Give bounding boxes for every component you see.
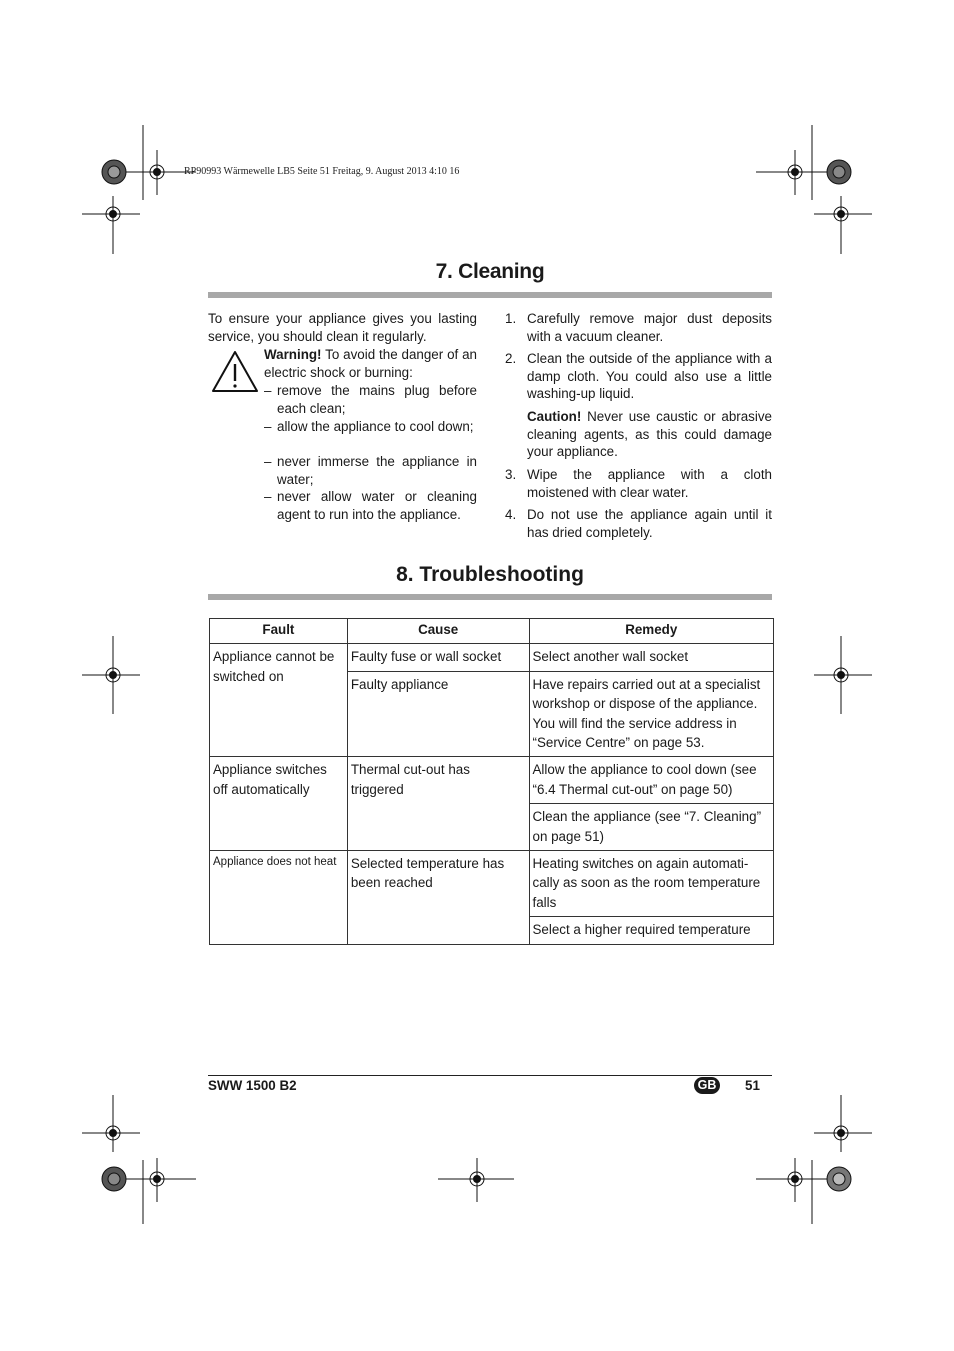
cause-cell: Faulty appliance <box>347 671 529 757</box>
warning-item: – remove the mains plug before each clean; <box>264 383 477 416</box>
footer-model: SWW 1500 B2 <box>208 1078 297 1093</box>
fault-cell: Appliance switches off automatically <box>210 757 348 851</box>
remedy-cell: Clean the appliance (see “7. Cleaning” on page 51) <box>529 804 774 851</box>
table-header-row <box>210 619 774 644</box>
language-badge: GB <box>694 1077 720 1094</box>
table-row <box>210 757 774 804</box>
remedy-cell: Heating switches on again automati-cally as soon as the room temperature falls <box>529 851 774 917</box>
caution-label: Caution! <box>527 409 582 424</box>
fault-cell: Appliance cannot be switched on <box>210 644 348 757</box>
warning-item: – never immerse the appliance in water; <box>264 454 477 487</box>
troubleshooting-table <box>209 618 774 945</box>
remedy-cell: Have repairs carried out at a specialist workshop or dispose of the appliance. You will find the service address in “Service Centre” on page 53. <box>529 671 774 757</box>
remedy-cell: Select a higher required temperature <box>529 917 774 944</box>
cleaning-step: 4. Do not use the appliance again until it has dried completely. <box>505 507 772 540</box>
cleaning-step: 1. Carefully remove major dust deposits with a vacuum cleaner. <box>505 311 772 344</box>
cleaning-title: 7. Cleaning <box>435 260 545 283</box>
troubleshooting-title-rule <box>208 594 772 600</box>
table-row <box>210 644 774 671</box>
header-remedy: Remedy <box>529 619 774 644</box>
warning-item: – never allow water or cleaning agent to run into the appliance. <box>264 489 477 522</box>
cleaning-step: 3. Wipe the appliance with a cloth moistened with clear water. <box>505 467 772 500</box>
caution-paragraph <box>527 408 772 461</box>
cause-cell: Faulty fuse or wall socket <box>347 644 529 671</box>
header-fault: Fault <box>210 619 348 644</box>
cause-cell: Selected temperature has been reached <box>347 851 529 945</box>
print-header-line: RP90993 Wärmewelle LB5 Seite 51 Freitag, 9. August 2013 4:10 16 <box>184 166 460 177</box>
caution-text: Never use caustic or abrasive cleaning agents, as this could damage your appliance. <box>527 409 772 460</box>
cleaning-step: 2. Clean the outside of the appliance with a damp cloth. You could also use a little washing-up liquid. <box>505 351 772 402</box>
remedy-cell: Select another wall socket <box>529 644 774 671</box>
page-number: 51 <box>745 1078 760 1093</box>
troubleshooting-title: 8. Troubleshooting <box>396 563 584 586</box>
warning-paragraph <box>264 346 477 381</box>
remedy-cell: Allow the appliance to cool down (see “6.4 Thermal cut-out” on page 50) <box>529 757 774 804</box>
cause-cell: Thermal cut-out has triggered <box>347 757 529 851</box>
footer-rule <box>208 1075 772 1076</box>
table-row <box>210 851 774 917</box>
cleaning-title-rule <box>208 292 772 298</box>
warning-triangle-icon <box>210 349 260 394</box>
cleaning-intro: To ensure your appliance gives you lasting service, you should clean it regularly. <box>208 311 477 344</box>
warning-label: Warning! <box>264 347 322 362</box>
warning-item: – allow the appliance to cool down; <box>264 419 474 434</box>
warning-text: To avoid the danger of an electric shock or burning: <box>264 347 477 380</box>
fault-cell: Appliance does not heat <box>210 851 348 945</box>
header-cause: Cause <box>347 619 529 644</box>
